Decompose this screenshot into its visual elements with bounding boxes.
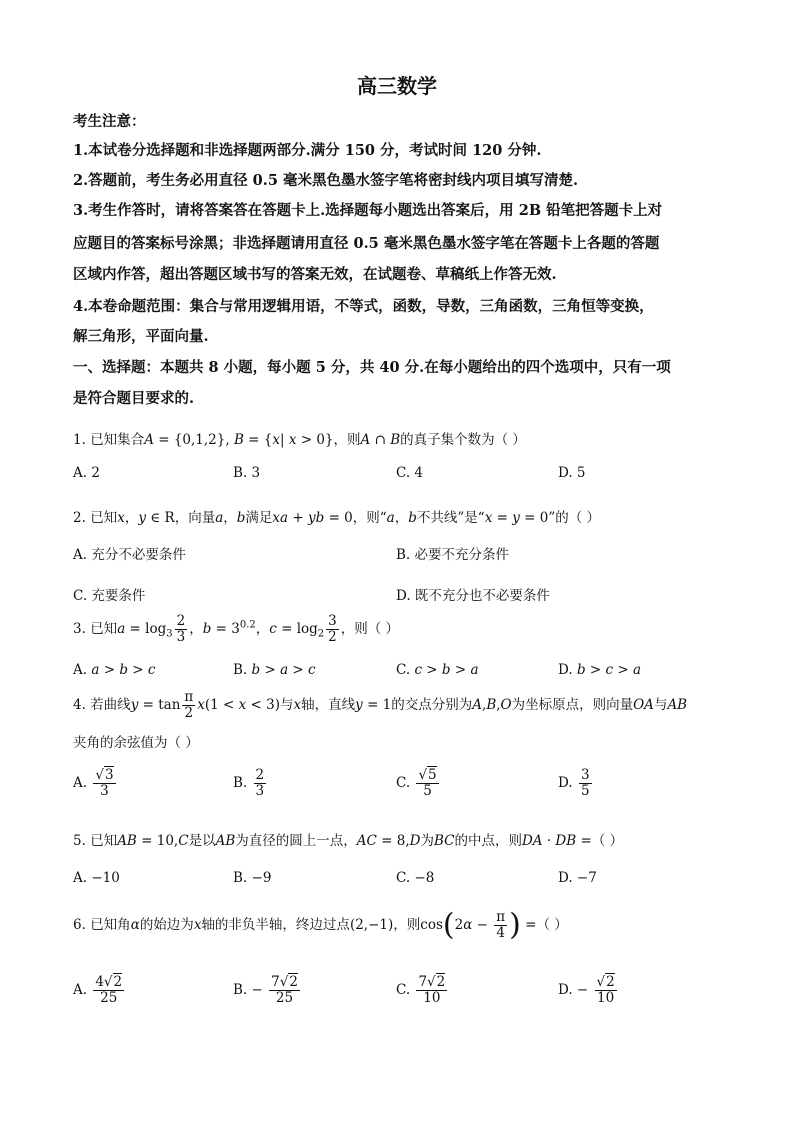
question-6: 6. 已知角α的始边为x轴的非负半轴，终边过点(2,−1)，则cos(2α − $\frac{\pi}{4}$ ) =（ ） [73, 907, 568, 943]
option-a[interactable]: A. 2 [73, 465, 100, 481]
option-c[interactable]: C. c > b > a [396, 662, 479, 678]
question-3: 3. 已知$a = \log_3$ $\frac{2}{3}$ ，$b = 3^{0.2}$，$c = \log_2$ $\frac{3}{2}$ ，则（ ） [73, 613, 400, 645]
question-1: 1. 已知集合A = {0,1,2}, B = {x| x > 0}，则A ∩ B的真子集个数为（ ） [73, 432, 526, 448]
option-d[interactable]: D. 既不充分也不必要条件 [396, 588, 550, 604]
option-d[interactable]: D. b > c > a [558, 662, 642, 678]
option-d[interactable]: D. − $\frac{√2}{10}$ [558, 974, 615, 1006]
option-b[interactable]: B. 必要不充分条件 [396, 547, 510, 563]
option-a[interactable]: A. −10 [73, 870, 120, 886]
option-d[interactable]: D. 5 [558, 465, 586, 481]
section-heading: 一、选择题：本题共 8 小题，每小题 5 分，共 40 分.在每小题给出的四个选项中，只有一项 [73, 359, 671, 376]
question-4-cont: 夹角的余弦值为（ ） [73, 735, 199, 751]
option-b[interactable]: B. − $\frac{7√2}{25}$ [233, 974, 298, 1006]
option-c[interactable]: C. $\frac{7√2}{10}$ [396, 974, 446, 1006]
note-line: 1.本试卷分选择题和非选择题两部分.满分 150 分，考试时间 120 分钟. [73, 142, 542, 159]
note-line: 应题目的答案标号涂黑；非选择题请用直径 0.5 毫米黑色墨水签字笔在答题卡上各题的答题 [73, 235, 660, 252]
option-c[interactable]: C. 充要条件 [73, 588, 146, 604]
option-a[interactable]: A. $\frac{4√2}{25}$ [73, 974, 123, 1006]
option-b[interactable]: B. −9 [233, 870, 272, 886]
option-c[interactable]: C. 4 [396, 465, 424, 481]
note-line: 区域内作答，超出答题区域书写的答案无效，在试题卷、草稿纸上作答无效. [73, 266, 557, 283]
option-b[interactable]: B. b > a > c [233, 662, 316, 678]
section-heading-cont: 是符合题目要求的. [73, 390, 195, 407]
note-line: 3.考生作答时，请将答案答在答题卡上.选择题每小题选出答案后，用 2B 铅笔把答题卡上对 [73, 202, 663, 219]
notes-heading: 考生注意： [73, 113, 146, 130]
option-a[interactable]: A. $\frac{√3}{3}$ [73, 767, 114, 799]
option-a[interactable]: A. 充分不必要条件 [73, 547, 186, 563]
question-4: 4. 若曲线y = tan $\frac{\pi}{2}$ x(1 < x < 3)与x轴，直线y = 1的交点分别为A,B,O为坐标原点，则向量OA与AB [73, 689, 688, 721]
note-line: 4.本卷命题范围：集合与常用逻辑用语，不等式，函数，导数，三角函数，三角恒等变换， [73, 298, 654, 315]
page-title: 高三数学 [357, 74, 437, 98]
option-d[interactable]: D. $\frac{3}{5}$ [558, 767, 590, 799]
option-b[interactable]: B. 3 [233, 465, 261, 481]
option-b[interactable]: B. $\frac{2}{3}$ [233, 767, 265, 799]
option-a[interactable]: A. a > b > c [73, 662, 156, 678]
note-line: 2.答题前，考生务必用直径 0.5 毫米黑色墨水签字笔将密封线内项目填写清楚. [73, 172, 579, 189]
question-2: 2. 已知x，y ∈ R，向量a，b满足xa + yb = 0，则“a，b不共线”是“x = y = 0”的（ ） [73, 510, 601, 526]
question-5: 5. 已知AB = 10,C是以AB为直径的圆上一点，AC = 8,D为BC的中点，则DA · DB =（ ） [73, 833, 624, 849]
option-c[interactable]: C. −8 [396, 870, 435, 886]
option-c[interactable]: C. $\frac{√5}{5}$ [396, 767, 437, 799]
note-line: 解三角形，平面向量. [73, 328, 209, 345]
option-d[interactable]: D. −7 [558, 870, 597, 886]
